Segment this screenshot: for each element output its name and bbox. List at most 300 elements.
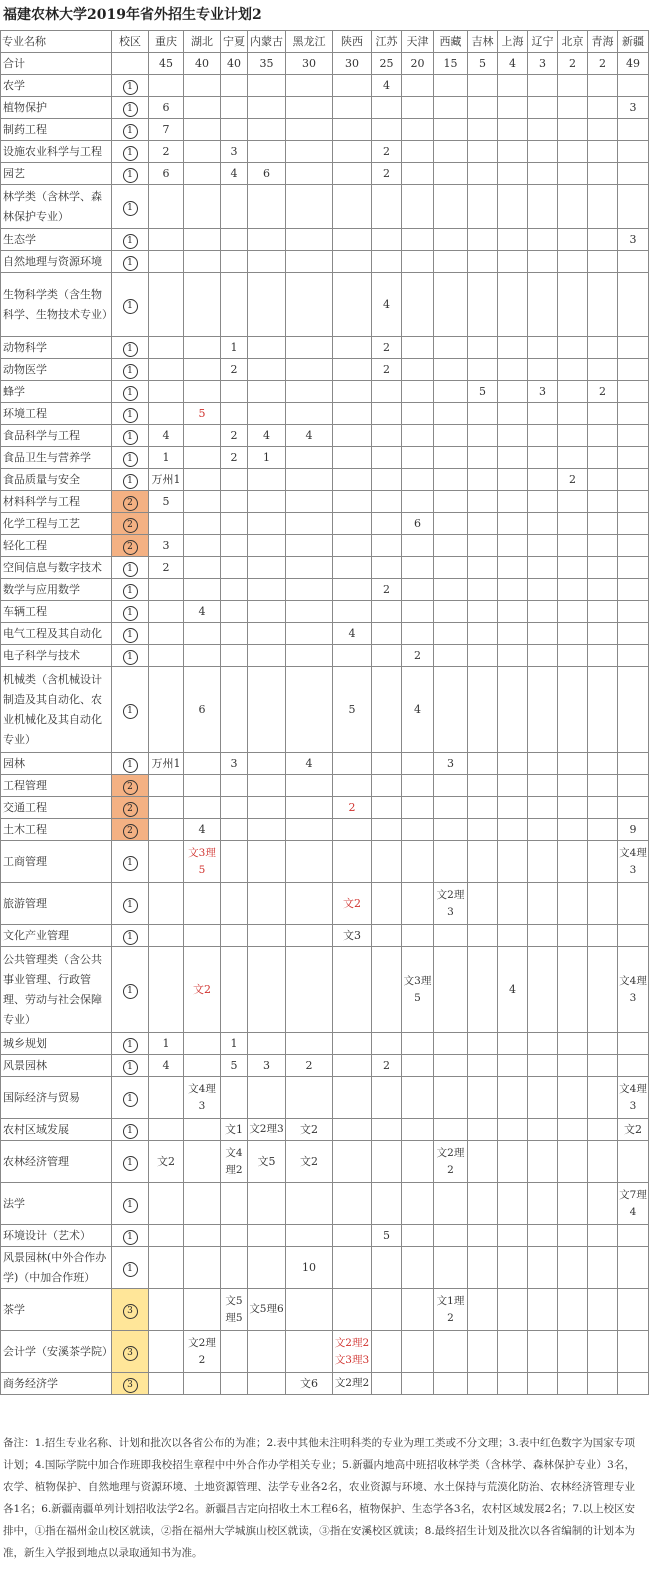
quota-cell bbox=[528, 447, 558, 469]
quota-cell bbox=[434, 797, 468, 819]
quota-cell bbox=[372, 381, 402, 403]
quota-cell bbox=[333, 75, 372, 97]
quota-cell bbox=[286, 97, 333, 119]
quota-cell bbox=[149, 775, 184, 797]
quota-cell bbox=[149, 75, 184, 97]
table-row bbox=[1, 557, 649, 579]
quota-cell: 3 bbox=[221, 753, 248, 775]
major-name-cell: 农林经济管理 bbox=[1, 1141, 112, 1183]
quota-cell bbox=[248, 1331, 286, 1373]
quota-cell bbox=[588, 1183, 618, 1225]
quota-cell bbox=[588, 403, 618, 425]
quota-cell bbox=[333, 359, 372, 381]
quota-cell bbox=[498, 1289, 528, 1331]
quota-cell bbox=[184, 273, 221, 337]
quota-cell bbox=[402, 535, 434, 557]
major-name-cell: 数学与应用数学 bbox=[1, 579, 112, 601]
major-name-cell: 风景园林(中外合作办学)（中加合作班） bbox=[1, 1247, 112, 1289]
quota-cell bbox=[286, 667, 333, 753]
quota-cell bbox=[618, 337, 649, 359]
quota-cell bbox=[588, 337, 618, 359]
campus-number-badge: 1 bbox=[123, 1262, 138, 1277]
quota-cell bbox=[248, 381, 286, 403]
quota-cell bbox=[528, 601, 558, 623]
quota-cell bbox=[558, 645, 588, 667]
quota-cell bbox=[372, 97, 402, 119]
quota-cell bbox=[558, 535, 588, 557]
quota-cell: 5 bbox=[468, 53, 498, 75]
quota-cell bbox=[248, 185, 286, 229]
quota-cell bbox=[434, 925, 468, 947]
quota-cell bbox=[372, 753, 402, 775]
quota-cell bbox=[184, 513, 221, 535]
quota-cell bbox=[468, 1183, 498, 1225]
quota-cell bbox=[468, 75, 498, 97]
quota-cell: 4 bbox=[286, 753, 333, 775]
quota-cell bbox=[333, 753, 372, 775]
quota-cell bbox=[333, 229, 372, 251]
quota-cell bbox=[468, 667, 498, 753]
quota-cell bbox=[528, 1077, 558, 1119]
quota-cell bbox=[528, 273, 558, 337]
quota-cell bbox=[333, 1077, 372, 1119]
quota-cell bbox=[372, 947, 402, 1033]
quota-cell bbox=[498, 1119, 528, 1141]
major-name-cell: 法学 bbox=[1, 1183, 112, 1225]
quota-cell bbox=[588, 491, 618, 513]
quota-cell bbox=[333, 1119, 372, 1141]
quota-cell bbox=[286, 579, 333, 601]
table-row bbox=[1, 601, 649, 623]
major-name-cell: 蜂学 bbox=[1, 381, 112, 403]
quota-cell: 5 bbox=[333, 667, 372, 753]
quota-cell bbox=[618, 1033, 649, 1055]
quota-cell bbox=[468, 535, 498, 557]
footnote: 备注：1.招生专业名称、计划和批次以各省公布的为准；2.表中其他未注明科类的专业为理工类或不分文理；3.表中红色数字为国家专项计划；4.国际学院中加合作班即我校招生章程中中外合作办学相关专业；5.新疆内地高中班招收林学类（含林学、森林保护专业）3名，农学、植物保护、自然地理与资源环境、土地资源管理、法学专业各2名，农业资源与环境、水土保持与荒漠化防治、农林经济管理专业各1名；6.新疆南疆单列计划招收法学2名。新疆昌吉定向招收土木工程6名，植物保护、生态学各3名，农村区域发展2名；7.以上校区安排中，①指在福州金山校区就读，②指在福州大学城旗山校区就读，③指在安溪校区就读；8.最终招生计划及批次以各省编制的计划本为准，新生入学报到地点以录取通知书为准。 bbox=[3, 1437, 635, 1559]
quota-cell: 4 bbox=[149, 1055, 184, 1077]
quota-cell bbox=[221, 535, 248, 557]
quota-cell bbox=[468, 753, 498, 775]
quota-cell bbox=[402, 381, 434, 403]
quota-cell bbox=[618, 359, 649, 381]
quota-cell bbox=[434, 557, 468, 579]
quota-cell: 15 bbox=[434, 53, 468, 75]
quota-cell bbox=[498, 623, 528, 645]
quota-cell bbox=[248, 797, 286, 819]
quota-cell bbox=[372, 425, 402, 447]
quota-cell bbox=[333, 947, 372, 1033]
major-name-cell: 植物保护 bbox=[1, 97, 112, 119]
quota-cell: 3 bbox=[221, 141, 248, 163]
quota-cell bbox=[528, 1119, 558, 1141]
quota-cell: 2 bbox=[221, 359, 248, 381]
quota-cell bbox=[221, 797, 248, 819]
quota-cell bbox=[286, 251, 333, 273]
quota-cell bbox=[372, 535, 402, 557]
campus-number-badge: 1 bbox=[123, 984, 138, 999]
major-name-cell: 环境设计（艺术） bbox=[1, 1225, 112, 1247]
quota-cell bbox=[248, 337, 286, 359]
quota-cell bbox=[221, 623, 248, 645]
quota-cell bbox=[184, 141, 221, 163]
table-row bbox=[1, 883, 649, 925]
quota-cell bbox=[333, 491, 372, 513]
quota-cell bbox=[498, 229, 528, 251]
campus-cell bbox=[112, 273, 149, 337]
quota-cell bbox=[184, 623, 221, 645]
quota-cell bbox=[588, 75, 618, 97]
quota-cell bbox=[468, 141, 498, 163]
quota-cell bbox=[248, 947, 286, 1033]
quota-cell bbox=[184, 359, 221, 381]
campus-cell bbox=[112, 883, 149, 925]
quota-cell: 3 bbox=[528, 53, 558, 75]
quota-cell bbox=[286, 1331, 333, 1373]
quota-cell bbox=[498, 185, 528, 229]
quota-cell: 文1 bbox=[221, 1119, 248, 1141]
campus-cell bbox=[112, 1033, 149, 1055]
quota-cell bbox=[434, 667, 468, 753]
quota-cell bbox=[618, 1141, 649, 1183]
quota-cell bbox=[402, 163, 434, 185]
quota-cell bbox=[402, 1183, 434, 1225]
quota-cell bbox=[528, 1331, 558, 1373]
campus-number-badge: 1 bbox=[123, 430, 138, 445]
quota-cell bbox=[184, 797, 221, 819]
quota-cell bbox=[149, 1289, 184, 1331]
quota-cell bbox=[498, 273, 528, 337]
quota-cell: 6 bbox=[149, 97, 184, 119]
table-row bbox=[1, 251, 649, 273]
quota-cell bbox=[221, 119, 248, 141]
quota-cell: 2 bbox=[333, 797, 372, 819]
quota-cell bbox=[558, 1055, 588, 1077]
quota-cell bbox=[372, 775, 402, 797]
quota-cell bbox=[468, 925, 498, 947]
quota-cell bbox=[149, 1119, 184, 1141]
quota-cell bbox=[528, 667, 558, 753]
quota-cell bbox=[558, 1077, 588, 1119]
major-name-cell: 动物科学 bbox=[1, 337, 112, 359]
quota-cell bbox=[184, 251, 221, 273]
quota-cell bbox=[528, 797, 558, 819]
quota-cell bbox=[248, 491, 286, 513]
quota-cell bbox=[221, 1247, 248, 1289]
quota-cell bbox=[402, 883, 434, 925]
quota-cell: 49 bbox=[618, 53, 649, 75]
campus-number-badge: 2 bbox=[123, 780, 138, 795]
quota-cell bbox=[286, 447, 333, 469]
quota-cell bbox=[221, 469, 248, 491]
quota-cell bbox=[286, 775, 333, 797]
quota-cell bbox=[434, 513, 468, 535]
quota-cell bbox=[434, 163, 468, 185]
quota-cell bbox=[184, 381, 221, 403]
page-title: 福建农林大学2019年省外招生专业计划2 bbox=[3, 7, 262, 23]
quota-cell bbox=[149, 1247, 184, 1289]
quota-cell bbox=[221, 185, 248, 229]
campus-number-badge: 1 bbox=[123, 256, 138, 271]
major-name-cell: 空间信息与数字技术 bbox=[1, 557, 112, 579]
quota-cell bbox=[498, 403, 528, 425]
quota-cell bbox=[498, 797, 528, 819]
major-name-cell: 合计 bbox=[1, 53, 112, 75]
campus-number-badge: 2 bbox=[123, 518, 138, 533]
quota-cell bbox=[558, 1141, 588, 1183]
quota-cell bbox=[588, 1141, 618, 1183]
table-row bbox=[1, 1289, 649, 1331]
quota-cell bbox=[468, 1055, 498, 1077]
quota-cell bbox=[333, 1247, 372, 1289]
major-name-cell: 设施农业科学与工程 bbox=[1, 141, 112, 163]
enrollment-plan-table bbox=[0, 30, 649, 1395]
table-row bbox=[1, 97, 649, 119]
quota-cell bbox=[372, 601, 402, 623]
quota-cell bbox=[248, 601, 286, 623]
major-name-cell: 商务经济学 bbox=[1, 1373, 112, 1395]
quota-cell bbox=[221, 1331, 248, 1373]
quota-cell bbox=[184, 337, 221, 359]
quota-cell bbox=[528, 623, 558, 645]
quota-cell bbox=[434, 119, 468, 141]
quota-cell bbox=[498, 925, 528, 947]
quota-cell bbox=[434, 1247, 468, 1289]
quota-cell bbox=[149, 601, 184, 623]
table-row bbox=[1, 947, 649, 1033]
quota-cell: 5 bbox=[468, 381, 498, 403]
quota-cell bbox=[588, 513, 618, 535]
quota-cell bbox=[248, 97, 286, 119]
quota-cell: 万州1 bbox=[149, 753, 184, 775]
quota-cell bbox=[434, 623, 468, 645]
quota-cell bbox=[618, 141, 649, 163]
quota-cell bbox=[498, 1247, 528, 1289]
campus-cell bbox=[112, 925, 149, 947]
table-row bbox=[1, 273, 649, 337]
quota-cell bbox=[618, 491, 649, 513]
table-row bbox=[1, 1225, 649, 1247]
quota-cell: 4 bbox=[372, 273, 402, 337]
major-name-cell: 化学工程与工艺 bbox=[1, 513, 112, 535]
quota-cell bbox=[558, 1225, 588, 1247]
quota-cell bbox=[372, 185, 402, 229]
quota-cell bbox=[286, 75, 333, 97]
quota-cell bbox=[149, 1077, 184, 1119]
quota-cell bbox=[248, 841, 286, 883]
quota-cell: 2 bbox=[372, 337, 402, 359]
quota-cell bbox=[468, 1141, 498, 1183]
quota-cell bbox=[372, 403, 402, 425]
quota-cell bbox=[618, 1331, 649, 1373]
quota-cell bbox=[588, 469, 618, 491]
quota-cell bbox=[588, 1225, 618, 1247]
quota-cell: 1 bbox=[149, 447, 184, 469]
campus-cell bbox=[112, 535, 149, 557]
table-row bbox=[1, 775, 649, 797]
quota-cell bbox=[528, 337, 558, 359]
major-name-cell: 工程管理 bbox=[1, 775, 112, 797]
major-name-cell: 林学类（含林学、森林保护专业） bbox=[1, 185, 112, 229]
quota-cell bbox=[184, 1373, 221, 1395]
quota-cell bbox=[248, 1183, 286, 1225]
column-header: 内蒙古 bbox=[248, 31, 286, 53]
quota-cell bbox=[558, 403, 588, 425]
quota-cell bbox=[618, 535, 649, 557]
quota-cell bbox=[558, 75, 588, 97]
quota-cell: 4 bbox=[333, 623, 372, 645]
quota-cell: 1 bbox=[221, 1033, 248, 1055]
quota-cell bbox=[333, 381, 372, 403]
quota-cell bbox=[434, 491, 468, 513]
table-row bbox=[1, 1373, 649, 1395]
quota-cell bbox=[434, 359, 468, 381]
quota-cell bbox=[184, 579, 221, 601]
quota-cell bbox=[618, 797, 649, 819]
quota-cell: 文2理3 bbox=[248, 1119, 286, 1141]
table-row bbox=[1, 381, 649, 403]
quota-cell bbox=[558, 1373, 588, 1395]
quota-cell bbox=[333, 273, 372, 337]
quota-cell bbox=[434, 1331, 468, 1373]
quota-cell bbox=[184, 229, 221, 251]
quota-cell: 文2理2 bbox=[333, 1373, 372, 1395]
campus-number-badge: 1 bbox=[123, 364, 138, 379]
quota-cell bbox=[372, 1373, 402, 1395]
table-row bbox=[1, 1055, 649, 1077]
quota-cell bbox=[498, 1141, 528, 1183]
quota-cell bbox=[248, 273, 286, 337]
quota-cell: 2 bbox=[372, 359, 402, 381]
campus-number-badge: 1 bbox=[123, 1124, 138, 1139]
column-header: 校区 bbox=[112, 31, 149, 53]
quota-cell: 文2理2 文3理3 bbox=[333, 1331, 372, 1373]
quota-cell bbox=[434, 1225, 468, 1247]
quota-cell: 7 bbox=[149, 119, 184, 141]
quota-cell bbox=[333, 841, 372, 883]
campus-number-badge: 1 bbox=[123, 628, 138, 643]
quota-cell bbox=[558, 359, 588, 381]
quota-cell: 10 bbox=[286, 1247, 333, 1289]
campus-cell bbox=[112, 513, 149, 535]
column-header: 宁夏 bbox=[221, 31, 248, 53]
quota-cell bbox=[372, 925, 402, 947]
quota-cell bbox=[286, 1183, 333, 1225]
quota-cell bbox=[286, 273, 333, 337]
quota-cell bbox=[372, 513, 402, 535]
quota-cell bbox=[588, 1373, 618, 1395]
quota-cell bbox=[248, 469, 286, 491]
quota-cell bbox=[588, 557, 618, 579]
quota-cell bbox=[402, 359, 434, 381]
quota-cell: 文3理5 bbox=[402, 947, 434, 1033]
quota-cell bbox=[333, 185, 372, 229]
quota-cell bbox=[402, 1331, 434, 1373]
quota-cell bbox=[372, 819, 402, 841]
quota-cell bbox=[184, 883, 221, 925]
quota-cell bbox=[333, 535, 372, 557]
quota-cell: 5 bbox=[184, 403, 221, 425]
quota-cell bbox=[248, 1077, 286, 1119]
quota-cell bbox=[402, 469, 434, 491]
quota-cell bbox=[184, 185, 221, 229]
quota-cell bbox=[434, 141, 468, 163]
column-header: 天津 bbox=[402, 31, 434, 53]
quota-cell bbox=[402, 1247, 434, 1289]
quota-cell bbox=[618, 1055, 649, 1077]
quota-cell bbox=[498, 75, 528, 97]
quota-cell: 30 bbox=[333, 53, 372, 75]
major-name-cell: 公共管理类（含公共事业管理、行政管理、劳动与社会保障专业） bbox=[1, 947, 112, 1033]
quota-cell bbox=[184, 491, 221, 513]
quota-cell bbox=[434, 403, 468, 425]
quota-cell bbox=[402, 1033, 434, 1055]
quota-cell bbox=[498, 819, 528, 841]
quota-cell bbox=[558, 119, 588, 141]
quota-cell bbox=[372, 1331, 402, 1373]
quota-cell bbox=[618, 381, 649, 403]
quota-cell bbox=[434, 447, 468, 469]
quota-cell: 4 bbox=[184, 819, 221, 841]
table-row bbox=[1, 925, 649, 947]
quota-cell bbox=[528, 1225, 558, 1247]
quota-cell bbox=[618, 185, 649, 229]
quota-cell bbox=[286, 141, 333, 163]
quota-cell bbox=[402, 1119, 434, 1141]
quota-cell bbox=[248, 229, 286, 251]
quota-cell bbox=[184, 1055, 221, 1077]
quota-cell: 4 bbox=[498, 53, 528, 75]
quota-cell bbox=[221, 645, 248, 667]
quota-cell bbox=[372, 667, 402, 753]
table-row bbox=[1, 1033, 649, 1055]
quota-cell bbox=[434, 579, 468, 601]
quota-cell: 文2 bbox=[286, 1141, 333, 1183]
enrollment-plan-table-wrapper bbox=[0, 30, 647, 1395]
campus-cell bbox=[112, 557, 149, 579]
quota-cell bbox=[184, 119, 221, 141]
quota-cell bbox=[468, 645, 498, 667]
quota-cell bbox=[333, 645, 372, 667]
quota-cell bbox=[498, 119, 528, 141]
quota-cell bbox=[402, 601, 434, 623]
campus-number-badge: 1 bbox=[123, 1060, 138, 1075]
quota-cell bbox=[184, 1033, 221, 1055]
quota-cell: 文2 bbox=[184, 947, 221, 1033]
quota-cell bbox=[372, 797, 402, 819]
quota-cell bbox=[184, 75, 221, 97]
quota-cell bbox=[588, 141, 618, 163]
quota-cell bbox=[372, 623, 402, 645]
quota-cell bbox=[528, 163, 558, 185]
quota-cell bbox=[558, 819, 588, 841]
quota-cell: 文2 bbox=[149, 1141, 184, 1183]
quota-cell bbox=[434, 1055, 468, 1077]
quota-cell bbox=[468, 601, 498, 623]
quota-cell bbox=[434, 337, 468, 359]
campus-cell bbox=[112, 601, 149, 623]
quota-cell bbox=[468, 469, 498, 491]
quota-cell bbox=[286, 645, 333, 667]
quota-cell bbox=[618, 403, 649, 425]
quota-cell bbox=[286, 1225, 333, 1247]
quota-cell bbox=[618, 469, 649, 491]
campus-cell bbox=[112, 1373, 149, 1395]
quota-cell bbox=[498, 1183, 528, 1225]
table-row bbox=[1, 797, 649, 819]
quota-cell bbox=[434, 75, 468, 97]
quota-cell: 3 bbox=[248, 1055, 286, 1077]
quota-cell bbox=[558, 251, 588, 273]
